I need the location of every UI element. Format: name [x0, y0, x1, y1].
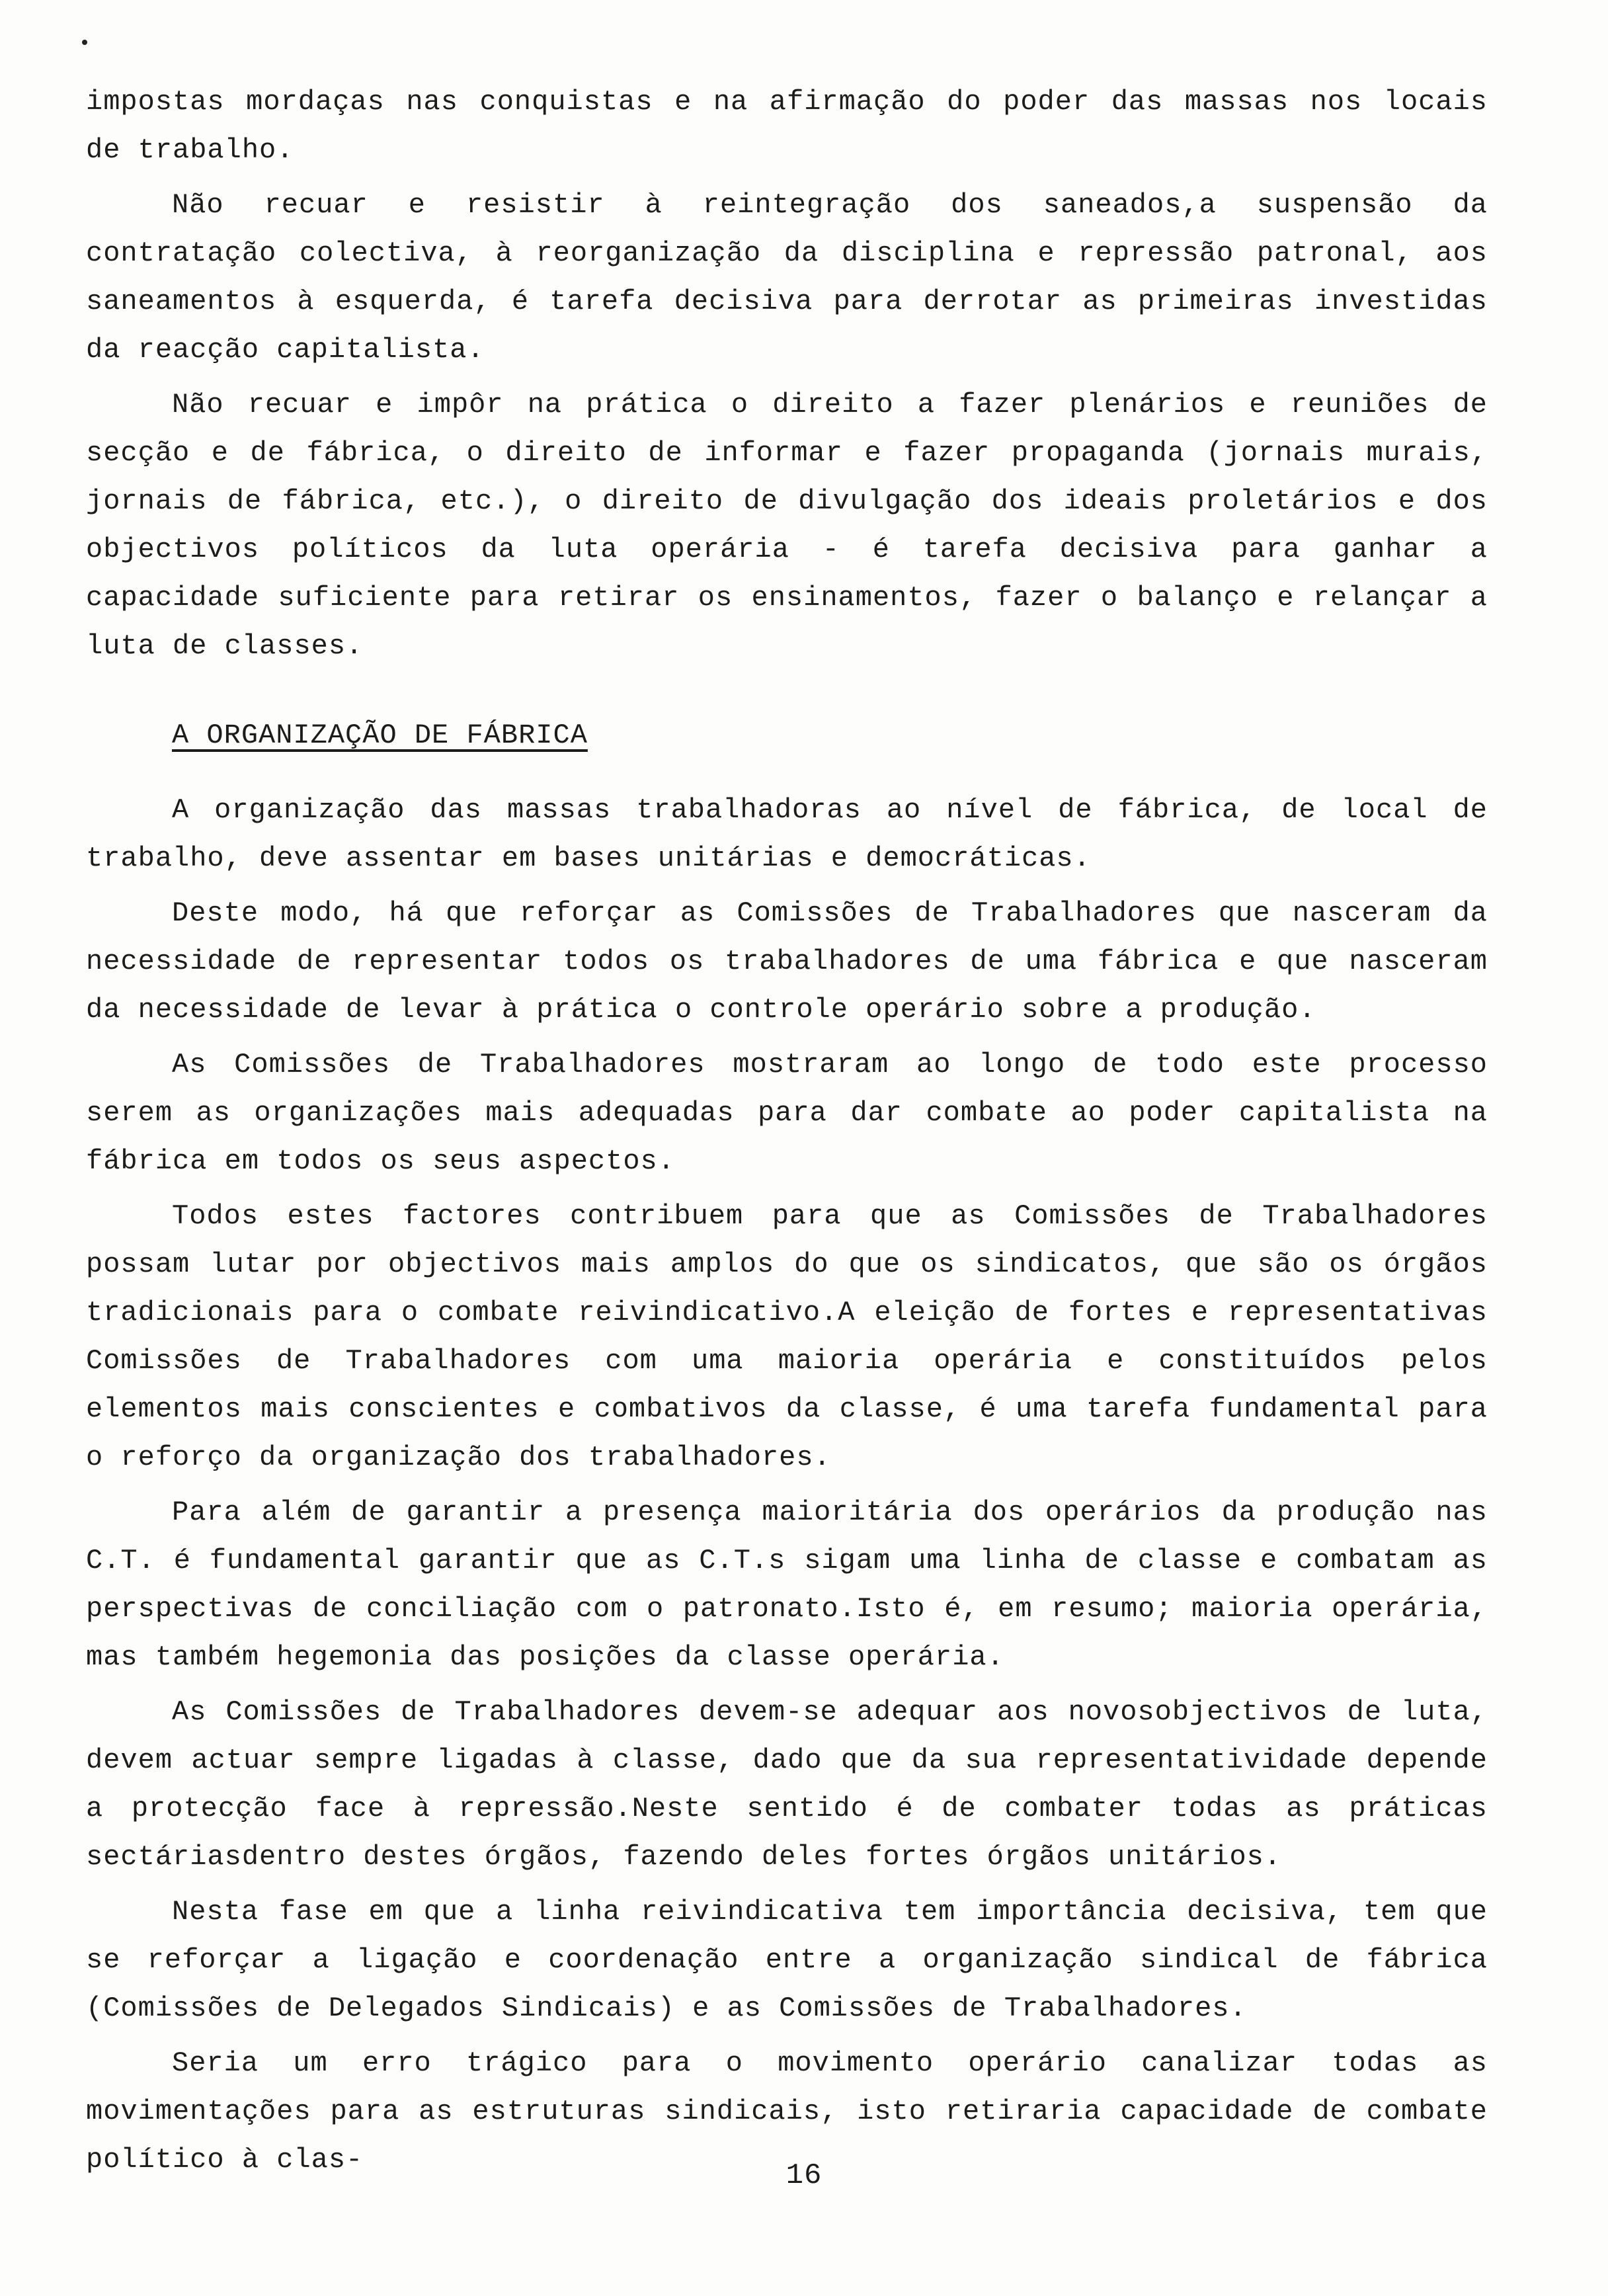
paragraph: As Comissões de Trabalhadores devem-se adequar aos novosobjectivos de luta, devem actuar sempre ligadas à classe, dado que da sua representatividade depende a protecção face à repressão.Neste sentido é de combater todas as práticas sectáriasdentro destes órgãos, fazendo deles fortes órgãos unitários. — [86, 1696, 1488, 1873]
paragraph: impostas mordaças nas conquistas e na afirmação do poder das massas nos locais de trabalho. — [86, 86, 1488, 166]
paragraph: Para além de garantir a presença maioritária dos operários da produção nas C.T. é fundamental garantir que as C.T.s sigam uma linha de classe e combatam as perspectivas de conciliação com o patronato.Isto é, em resumo; maioria operária, mas também hegemonia das posições da classe operária. — [86, 1496, 1488, 1673]
paragraph: Deste modo, há que reforçar as Comissões de Trabalhadores que nasceram da necessidade de representar todos os trabalhadores de uma fábrica e que nasceram da necessidade de levar à prática o controle operário sobre a produção. — [86, 897, 1488, 1026]
paragraph: Todos estes factores contribuem para que as Comissões de Trabalhadores possam lutar por objectivos mais amplos do que os sindicatos, que são os órgãos tradicionais para o combate reivindicativo.A eleição de fortes e representativas Comissões de Trabalhadores com uma maioria operária e constituídos pelos elementos mais conscientes e combativos da classe, é uma tarefa fundamental para o reforço da organização dos trabalhadores. — [86, 1200, 1488, 1473]
paragraph: Nesta fase em que a linha reivindicativa tem importância decisiva, tem que se reforçar a ligação e coordenação entre a organização sindical de fábrica (Comissões de Delegados Sindicais) e as Comissões de Trabalhadores. — [86, 1896, 1488, 2024]
paragraph: A organização das massas trabalhadoras ao nível de fábrica, de local de trabalho, deve assentar em bases unitárias e democráticas. — [86, 794, 1488, 874]
paragraph: As Comissões de Trabalhadores mostraram ao longo de todo este processo serem as organizações mais adequadas para dar combate ao poder capitalista na fábrica em todos os seus aspectos. — [86, 1049, 1488, 1177]
stray-mark — [82, 40, 87, 45]
paragraph: Não recuar e impôr na prática o direito a fazer plenários e reuniões de secção e de fábrica, o direito de informar e fazer propaganda (jornais murais, jornais de fábrica, etc.), o direito de divulgação dos ideais proletários e dos objectivos políticos da luta operária - é tarefa decisiva para ganhar a capacidade suficiente para retirar os ensinamentos, fazer o balanço e relançar a luta de classes. — [86, 389, 1488, 662]
paragraphs-after-heading — [86, 786, 1488, 2184]
body-text — [86, 78, 1488, 2191]
section-heading: A ORGANIZAÇÃO DE FÁBRICA — [172, 719, 588, 751]
page-number: 16 — [785, 2159, 823, 2192]
paragraph: Não recuar e resistir à reintegração dos saneados,a suspensão da contratação colectiva, à reorganização da disciplina e repressão patronal, aos saneamentos à esquerda, é tarefa decisiva para derrotar as primeiras investidas da reacção capitalista. — [86, 189, 1488, 366]
paragraph: Seria um erro trágico para o movimento operário canalizar todas as movimentações para as estruturas sindicais, isto retiraria capacidade de combate político à clas- — [86, 2047, 1488, 2176]
paragraphs-before-heading — [86, 78, 1488, 671]
